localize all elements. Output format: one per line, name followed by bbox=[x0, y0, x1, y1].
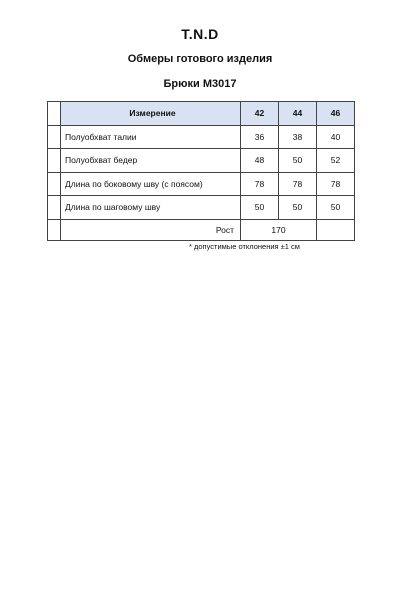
document-title: Обмеры готового изделия bbox=[127, 53, 273, 65]
product-name: Брюки М3017 bbox=[163, 78, 237, 90]
row-gutter-cell bbox=[48, 196, 61, 220]
measurement-label: Полуобхват талии bbox=[61, 125, 241, 149]
measurement-value: 78 bbox=[279, 172, 317, 196]
measurement-value: 50 bbox=[279, 149, 317, 173]
measurement-value: 78 bbox=[241, 172, 279, 196]
row-gutter-cell bbox=[48, 125, 61, 149]
table-row bbox=[48, 196, 355, 220]
measurement-value: 50 bbox=[279, 196, 317, 220]
measurement-value: 50 bbox=[241, 196, 279, 220]
height-value: 170 bbox=[241, 219, 317, 241]
measurement-value: 36 bbox=[241, 125, 279, 149]
measurement-value: 48 bbox=[241, 149, 279, 173]
row-gutter-cell bbox=[48, 149, 61, 173]
tolerance-footnote: * допустимые отклонения ±1 см bbox=[189, 242, 300, 251]
table-header-row bbox=[48, 102, 355, 126]
row-gutter-cell bbox=[48, 102, 61, 126]
measurement-value: 40 bbox=[317, 125, 355, 149]
measurement-label: Длина по шаговому шву bbox=[61, 196, 241, 220]
row-gutter-cell bbox=[48, 219, 61, 241]
table-row bbox=[48, 125, 355, 149]
measurement-value: 38 bbox=[279, 125, 317, 149]
height-label: Рост bbox=[61, 219, 241, 241]
measurement-label: Длина по боковому шву (с поясом) bbox=[61, 172, 241, 196]
height-row bbox=[48, 219, 355, 241]
header-size-cell: 46 bbox=[317, 102, 355, 126]
measurement-label: Полуобхват бедер bbox=[61, 149, 241, 173]
header-size-cell: 44 bbox=[279, 102, 317, 126]
brand-name: T.N.D bbox=[181, 26, 219, 42]
row-gutter-cell bbox=[48, 172, 61, 196]
measurements-table bbox=[47, 101, 355, 241]
table-row bbox=[48, 172, 355, 196]
empty-cell bbox=[317, 219, 355, 241]
header-size-cell: 42 bbox=[241, 102, 279, 126]
header-measurement-label: Измерение bbox=[61, 102, 241, 126]
measurement-value: 78 bbox=[317, 172, 355, 196]
measurement-value: 50 bbox=[317, 196, 355, 220]
table-row bbox=[48, 149, 355, 173]
measurement-value: 52 bbox=[317, 149, 355, 173]
